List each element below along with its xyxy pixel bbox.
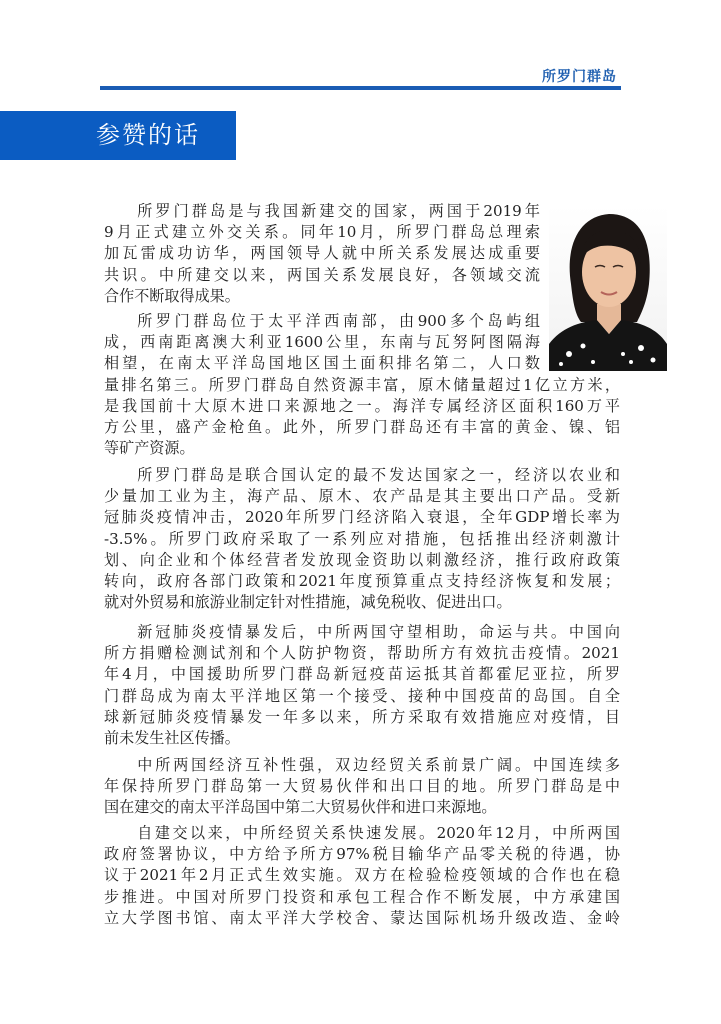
text-line: 立大学图书馆、南太平洋大学校舍、蒙达国际机场升级改造、金岭: [104, 908, 620, 927]
text-line: 冠肺炎疫情冲击，2020年所罗门经济陷入衰退，全年GDP增长率为: [104, 508, 620, 527]
text-line: 方公里，盛产金枪鱼。此外，所罗门群岛还有丰富的黄金、镍、铝: [104, 417, 620, 436]
text-line: 9月正式建立外交关系。同年10月，所罗门群岛总理索: [104, 223, 540, 242]
text-line: 前未发生社区传播。: [104, 728, 240, 747]
text-line: 年4月，中国援助所罗门群岛新冠疫苗运抵其首都霍尼亚拉，所罗: [104, 665, 620, 684]
text-line: -3.5%。所罗门政府采取了一系列应对措施，包括推出经济刺激计: [104, 529, 620, 548]
text-line: 划、向企业和个体经营者发放现金资助以刺激经济，推行政府政策: [104, 550, 620, 569]
text-line: 加瓦雷成功访华，两国领导人就中所关系发展达成重要: [104, 244, 540, 263]
section-banner: [0, 111, 236, 160]
text-line: 所罗门群岛是与我国新建交的国家，两国于2019年: [137, 202, 540, 220]
text-line: 所罗门群岛位于太平洋西南部，由900多个岛屿组: [137, 312, 540, 330]
text-line: 所罗门群岛是联合国认定的最不发达国家之一，经济以农业和: [137, 466, 620, 484]
paragraph-5: [104, 755, 620, 819]
text-line: 共识。中所建交以来，两国关系发展良好，各领域交流: [104, 265, 540, 284]
text-line: 量排名第三。所罗门群岛自然资源丰富，原木储量超过1亿立方米，: [104, 375, 620, 394]
text-line: 议于2021年2月正式生效实施。双方在检验检疫领域的合作也在稳: [104, 866, 620, 885]
text-line: 门群岛成为南太平洋地区第一个接受、接种中国疫苗的岛国。自全: [104, 686, 620, 705]
text-line: 新冠肺炎疫情暴发后，中所两国守望相助，命运与共。中国向: [137, 623, 620, 641]
text-line: 年保持所罗门群岛第一大贸易伙伴和出口目的地。所罗门群岛是中: [104, 777, 620, 796]
text-line: 政府签署协议，中方给予所方97%税目输华产品零关税的待遇，协: [104, 845, 620, 864]
text-line: 成，西南距离澳大利亚1600公里，东南与瓦努阿图隔海: [104, 333, 540, 352]
header-rule: [100, 86, 621, 90]
text-line: 球新冠肺炎疫情暴发一年多以来，所方采取有效措施应对疫情，目: [104, 707, 620, 726]
paragraph-1: [104, 201, 620, 307]
text-line: 合作不断取得成果。: [104, 286, 240, 305]
text-line: 等矿产资源。: [104, 439, 195, 458]
text-line: 是我国前十大原木进口来源地之一。海洋专属经济区面积160万平: [104, 396, 620, 415]
paragraph-4: [104, 622, 620, 749]
text-line: 相望，在南太平洋岛国地区国土面积排名第二，人口数: [104, 354, 540, 373]
text-line: 所方捐赠检测试剂和个人防护物资，帮助所方有效抗击疫情。2021: [104, 644, 620, 663]
paragraph-6: [104, 823, 620, 929]
section-title: 参赞的话: [96, 121, 200, 149]
paragraph-2: [104, 311, 620, 459]
text-line: 就对外贸易和旅游业制定针对性措施，减免税收、促进出口。: [104, 593, 512, 612]
text-line: 转向，政府各部门政策和2021年度预算重点支持经济恢复和发展；: [104, 571, 620, 590]
text-line: 国在建交的南太平洋岛国中第二大贸易伙伴和进口来源地。: [104, 798, 497, 817]
paragraph-3: [104, 465, 620, 613]
running-header-title: 所罗门群岛: [542, 69, 617, 85]
text-line: 少量加工业为主，海产品、原木、农产品是其主要出口产品。受新: [104, 487, 620, 506]
text-line: 自建交以来，中所经贸关系快速发展。2020年12月，中所两国: [137, 824, 620, 842]
text-line: 步推进。中国对所罗门投资和承包工程合作不断发展，中方承建国: [104, 887, 620, 906]
text-line: 中所两国经济互补性强，双边经贸关系前景广阔。中国连续多: [137, 756, 620, 774]
